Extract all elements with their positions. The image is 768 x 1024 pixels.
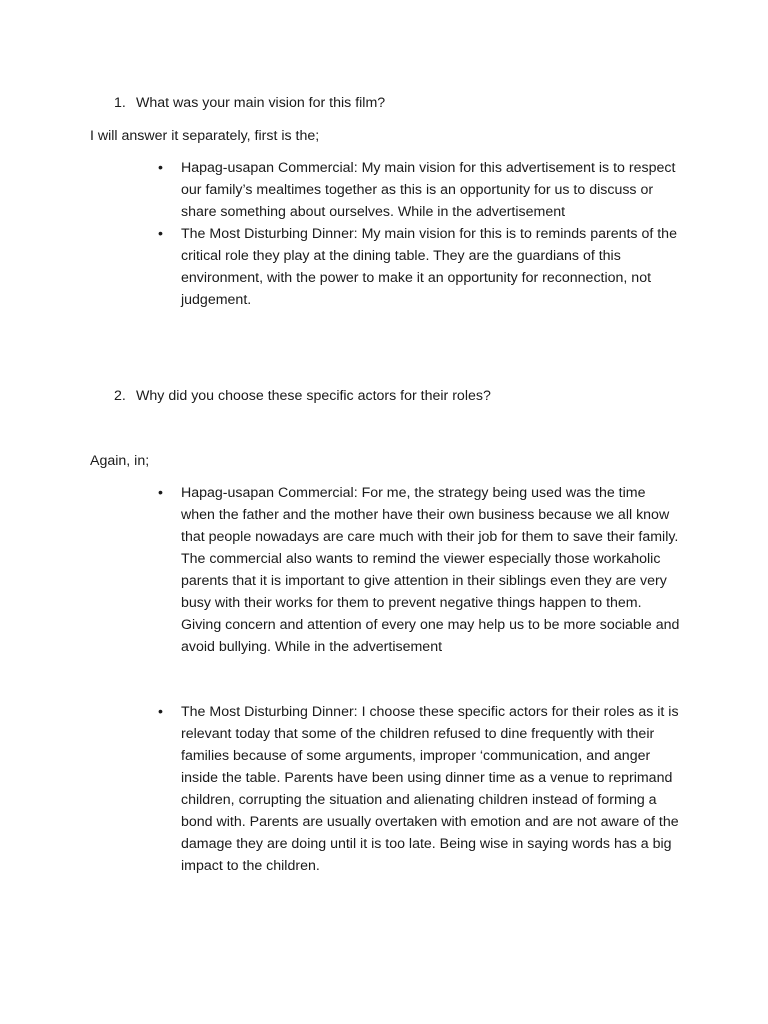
section-2-bullet-1-text: Hapag-usapan Commercial: For me, the strategy being used was the time when the father and the mother have their own business because we all know that people nowadays are care much with their job for them to save their family. The commercial also wants to remind the viewer especially those workaholic parents that it is important to give attention in their siblings even they are very busy with their works for them to prevent negative things happen to them. Giving concern and attention of every one may help us to be more sociable and avoid bullying. While in the advertisement — [181, 485, 680, 655]
bullet-icon: • — [158, 704, 163, 720]
question-2 — [114, 385, 714, 407]
section-1-bullet-1-text: Hapag-usapan Commercial: My main vision for this advertisement is to respect our family’s mealtimes together as this is an opportunity for us to discuss or share something about ourselves. While in the advertisement — [181, 160, 676, 220]
question-2-number: 2. — [114, 388, 126, 404]
section-2-bullet-2-text: The Most Disturbing Dinner: I choose these specific actors for their roles as it is relevant today that some of the children refused to dine frequently with their families because of some arguments, improper ‘communication, and anger inside the table. Parents have been using dinner time as a venue to reprimand children, corrupting the situation and alienating children instead of forming a bond with. Parents are usually overtaken with emotion and are not aware of the damage they are doing until it is too late. Being wise in saying words has a big impact to the children. — [181, 704, 679, 874]
bullet-icon: • — [158, 485, 163, 501]
section-2-bullet-1 — [158, 482, 680, 658]
section-2-intro: Again, in; — [90, 453, 150, 469]
bullet-icon: • — [158, 160, 163, 176]
question-2-text: Why did you choose these specific actors for their roles? — [136, 388, 491, 404]
question-1-number: 1. — [114, 95, 126, 111]
section-1-bullet-2-text: The Most Disturbing Dinner: My main vision for this is to reminds parents of the critical role they play at the dining table. They are the guardians of this environment, with the power to make it an opportunity for reconnection, not judgement. — [181, 226, 677, 308]
bullet-icon: • — [158, 226, 163, 242]
question-1 — [114, 92, 714, 114]
question-1-text: What was your main vision for this film? — [136, 95, 386, 111]
section-2-bullet-2 — [158, 701, 680, 877]
section-1-bullet-1 — [158, 157, 680, 223]
section-1-bullet-2 — [158, 223, 680, 311]
section-1-intro: I will answer it separately, first is the; — [90, 128, 320, 144]
